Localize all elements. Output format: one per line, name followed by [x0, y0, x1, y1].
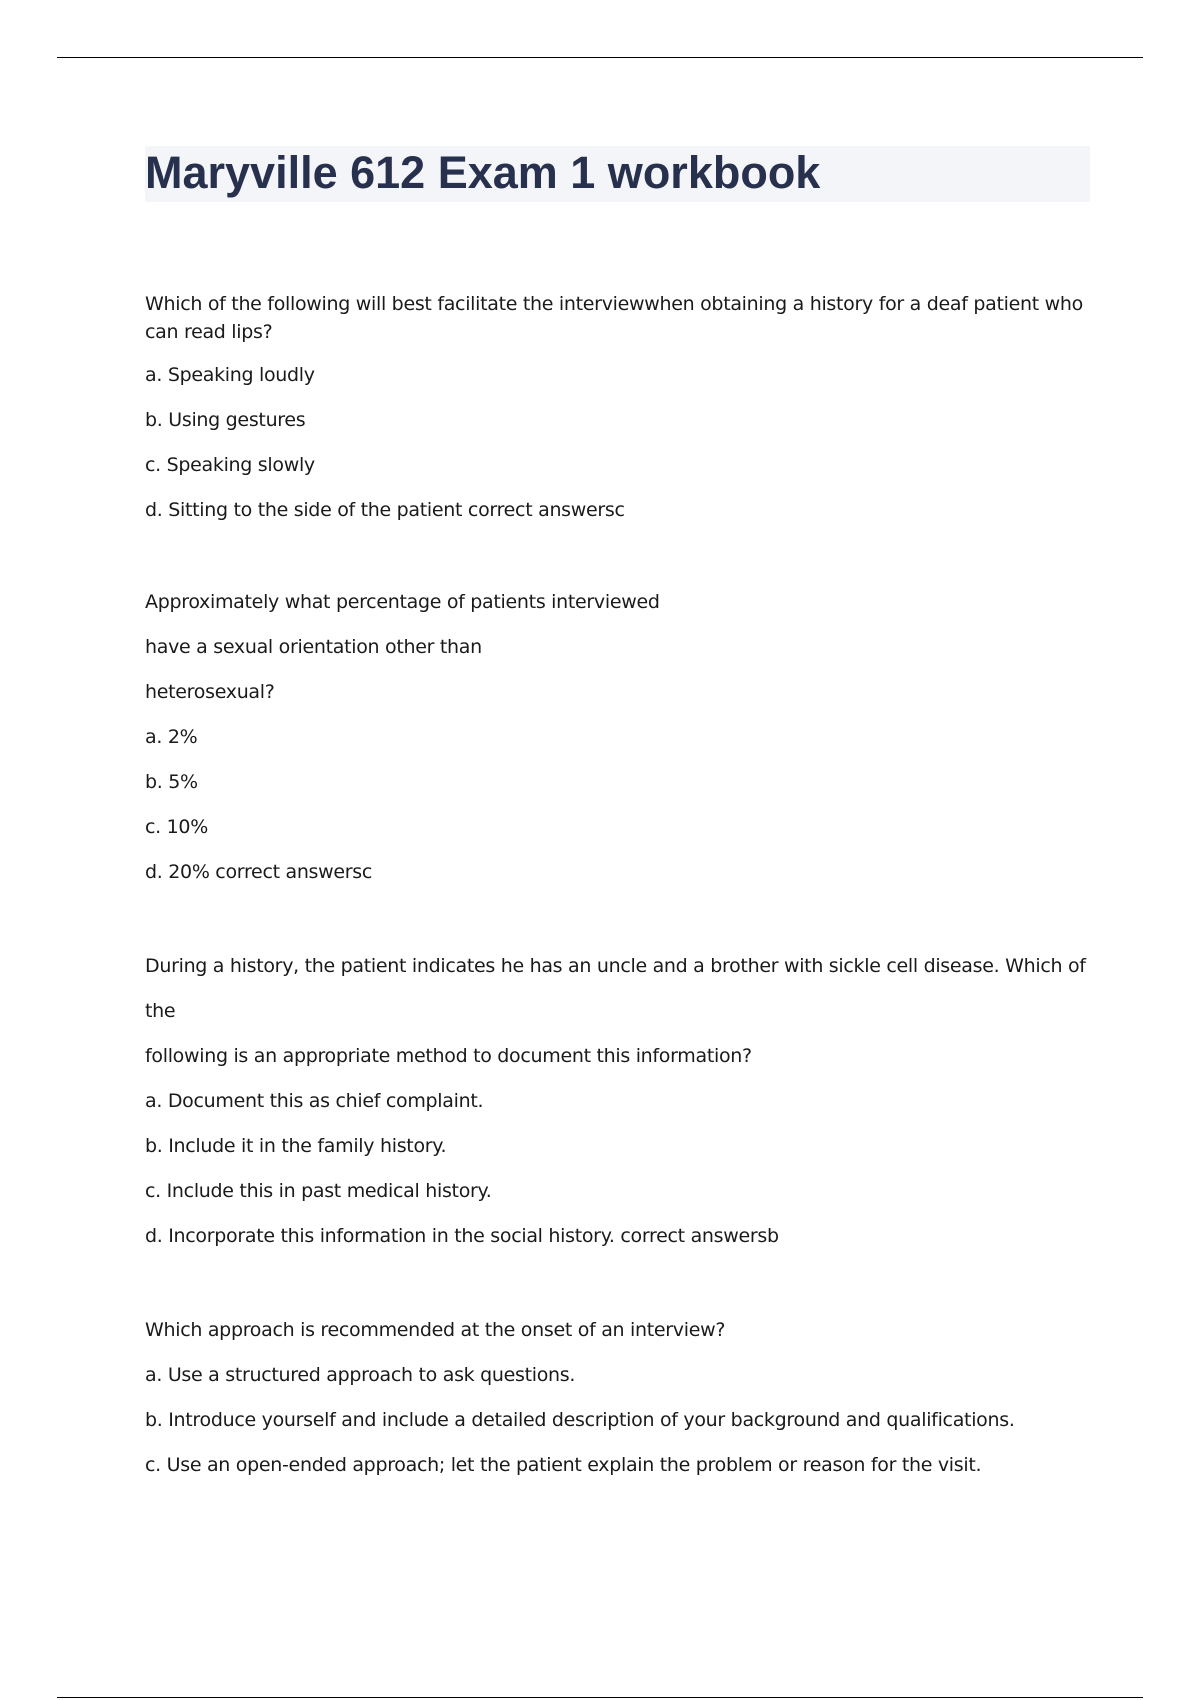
- answer-option: b. 5%: [145, 771, 198, 793]
- question-text: heterosexual?: [145, 681, 275, 703]
- answer-option: d. Sitting to the side of the patient correct answersc: [145, 499, 625, 521]
- answer-option: d. Incorporate this information in the social history. correct answersb: [145, 1225, 779, 1247]
- question-2: [145, 580, 1095, 895]
- answer-option: a. 2%: [145, 726, 198, 748]
- answer-option: c. Speaking slowly: [145, 454, 315, 476]
- question-text: Which of the following will best facilitate the interviewwhen obtaining a history for a deaf patient who can read lips?: [145, 293, 1083, 343]
- question-1: [145, 290, 1095, 533]
- document-body: [145, 290, 1095, 1488]
- question-3: [145, 944, 1095, 1259]
- answer-option: a. Use a structured approach to ask questions.: [145, 1364, 576, 1386]
- question-text: have a sexual orientation other than: [145, 636, 482, 658]
- answer-option: a. Speaking loudly: [145, 364, 315, 386]
- question-4: [145, 1308, 1095, 1488]
- answer-option: d. 20% correct answersc: [145, 861, 373, 883]
- answer-option: b. Introduce yourself and include a detailed description of your background and qualifications.: [145, 1409, 1015, 1431]
- answer-option: a. Document this as chief complaint.: [145, 1090, 484, 1112]
- question-text: Approximately what percentage of patients interviewed: [145, 591, 660, 613]
- answer-option: b. Using gestures: [145, 409, 306, 431]
- bottom-rule: [57, 1697, 1143, 1698]
- top-rule: [57, 57, 1143, 58]
- question-text: following is an appropriate method to document this information?: [145, 1045, 752, 1067]
- answer-option: c. Include this in past medical history.: [145, 1180, 492, 1202]
- page-title: Maryville 612 Exam 1 workbook: [145, 147, 821, 198]
- question-text: Which approach is recommended at the onset of an interview?: [145, 1319, 726, 1341]
- answer-option: c. 10%: [145, 816, 208, 838]
- question-text: During a history, the patient indicates he has an uncle and a brother with sickle cell disease. Which of the: [145, 955, 1086, 1022]
- answer-option: b. Include it in the family history.: [145, 1135, 447, 1157]
- answer-option: c. Use an open-ended approach; let the patient explain the problem or reason for the visit.: [145, 1454, 982, 1476]
